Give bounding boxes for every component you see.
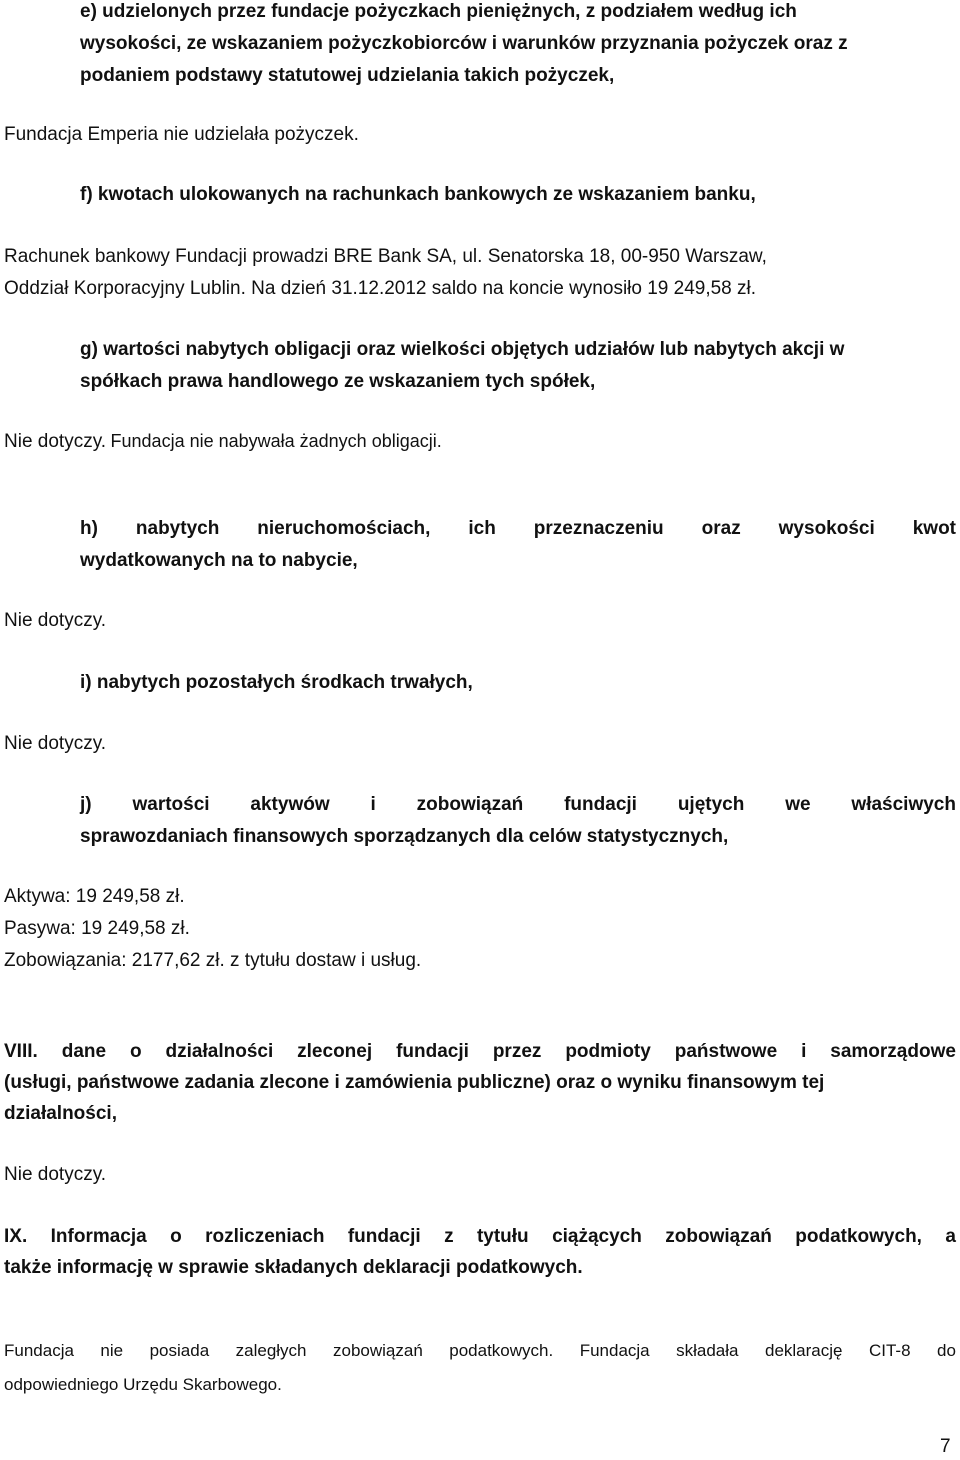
section-g-answer [4, 431, 442, 453]
section-g-answer-b: Fundacja nie nabywała żadnych obligacji. [110, 431, 442, 451]
section-j-line-1 [80, 794, 956, 816]
section-h-line-2: wydatkowanych na to nabycie, [80, 550, 358, 571]
section-viii-word: podmioty [565, 1041, 651, 1062]
section-h-word: h) [80, 518, 98, 539]
section-g-answer-a: Nie dotyczy. [4, 431, 107, 452]
section-ix-word: zobowiązań [665, 1226, 772, 1247]
section-ix-answer-word: Fundacja [579, 1341, 650, 1360]
section-viii-answer: Nie dotyczy. [4, 1164, 107, 1185]
section-viii-word: zleconej [297, 1041, 373, 1062]
section-ix-word: Informacja [50, 1226, 147, 1247]
section-viii-line-3: działalności, [4, 1103, 117, 1124]
section-viii-word: o [130, 1041, 142, 1062]
section-ix-answer-word: do [937, 1341, 956, 1360]
section-ix-answer-word: deklarację [764, 1341, 843, 1360]
section-e-line-2: wysokości, ze wskazaniem pożyczkobiorców i warunków przyznania pożyczek oraz z [80, 33, 848, 54]
section-ix-word: o [170, 1226, 182, 1247]
section-viii-word: fundacji [396, 1041, 469, 1062]
section-j-word: zobowiązań [416, 794, 524, 815]
section-j-word: we [785, 794, 811, 815]
zobowiazania-value: Zobowiązania: 2177,62 zł. z tytułu dostaw i usług. [4, 950, 422, 971]
section-viii-word: działalności [165, 1041, 274, 1062]
section-j-word: wartości [132, 794, 210, 815]
section-ix-answer-line-2: odpowiedniego Urzędu Skarbowego. [4, 1375, 282, 1394]
section-h-line-1 [80, 518, 956, 540]
section-h-word: oraz [701, 518, 741, 539]
section-j-word: ujętych [677, 794, 745, 815]
section-ix-answer-line-1 [4, 1341, 956, 1361]
section-viii-word: VIII. [4, 1041, 38, 1062]
section-ix-answer-word: podatkowych. [449, 1341, 554, 1360]
section-i-heading: i) nabytych pozostałych środkach trwałych, [80, 672, 473, 693]
section-ix-answer-word: składała [676, 1341, 739, 1360]
section-h-word: nieruchomościach, [257, 518, 431, 539]
section-viii-word: przez [492, 1041, 542, 1062]
section-ix-answer-word: Fundacja [4, 1341, 74, 1360]
section-f-answer-line-1: Rachunek bankowy Fundacji prowadzi BRE Bank SA, ul. Senatorska 18, 00-950 Warszaw, [4, 246, 767, 267]
section-ix-word: tytułu [476, 1226, 529, 1247]
pasywa-value: Pasywa: 19 249,58 zł. [4, 918, 190, 939]
section-viii-line-2: (usługi, państwowe zadania zlecone i zamówienia publiczne) oraz o wyniku finansowym tej [4, 1072, 825, 1093]
section-j-line-2: sprawozdaniach finansowych sporządzanych dla celów statystycznych, [80, 826, 729, 847]
section-viii-word: i [801, 1041, 807, 1062]
section-e-answer: Fundacja Emperia nie udzielała pożyczek. [4, 124, 359, 145]
section-ix-word: rozliczeniach [205, 1226, 325, 1247]
section-g-line-2: spółkach prawa handlowego ze wskazaniem tych spółek, [80, 371, 596, 392]
page-number: 7 [940, 1436, 951, 1457]
section-h-answer: Nie dotyczy. [4, 610, 107, 631]
section-j-word: aktywów [250, 794, 330, 815]
section-h-word: ich [468, 518, 496, 539]
section-j-word: i [370, 794, 376, 815]
section-viii-line-1 [4, 1041, 956, 1063]
section-h-word: nabytych [135, 518, 220, 539]
section-ix-word: IX. [4, 1226, 28, 1247]
section-e-line-1: e) udzielonych przez fundacje pożyczkach pieniężnych, z podziałem według ich [80, 1, 797, 22]
section-ix-word: ciążących [552, 1226, 642, 1247]
section-viii-word: samorządowe [830, 1041, 956, 1062]
section-ix-answer-word: zobowiązań [333, 1341, 423, 1360]
section-ix-answer-word: zaległych [235, 1341, 307, 1360]
section-ix-word: a [945, 1226, 956, 1247]
section-ix-line-2: także informację w sprawie składanych deklaracji podatkowych. [4, 1257, 583, 1278]
section-h-word: wysokości [778, 518, 875, 539]
section-ix-answer-word: CIT-8 [868, 1341, 911, 1360]
section-e-line-3: podaniem podstawy statutowej udzielania takich pożyczek, [80, 65, 615, 86]
section-ix-answer-word: nie [100, 1341, 124, 1360]
section-viii-word: dane [61, 1041, 107, 1062]
section-i-answer: Nie dotyczy. [4, 733, 107, 754]
section-h-word: kwot [912, 518, 956, 539]
section-j-word: j) [80, 794, 92, 815]
section-ix-line-1 [4, 1226, 956, 1248]
section-j-word: właściwych [851, 794, 956, 815]
section-ix-word: podatkowych, [795, 1226, 922, 1247]
section-f-answer-line-2: Oddział Korporacyjny Lublin. Na dzień 31.12.2012 saldo na koncie wynosiło 19 249,58 zł. [4, 278, 757, 299]
section-ix-answer-word: posiada [149, 1341, 210, 1360]
section-ix-word: z [444, 1226, 454, 1247]
section-f-heading: f) kwotach ulokowanych na rachunkach bankowych ze wskazaniem banku, [80, 184, 756, 205]
section-h-word: przeznaczeniu [533, 518, 664, 539]
section-viii-word: państwowe [674, 1041, 778, 1062]
aktywa-value: Aktywa: 19 249,58 zł. [4, 886, 185, 907]
section-j-word: fundacji [564, 794, 637, 815]
section-ix-word: fundacji [347, 1226, 421, 1247]
section-g-line-1: g) wartości nabytych obligacji oraz wielkości objętych udziałów lub nabytych akcji w [80, 339, 845, 360]
